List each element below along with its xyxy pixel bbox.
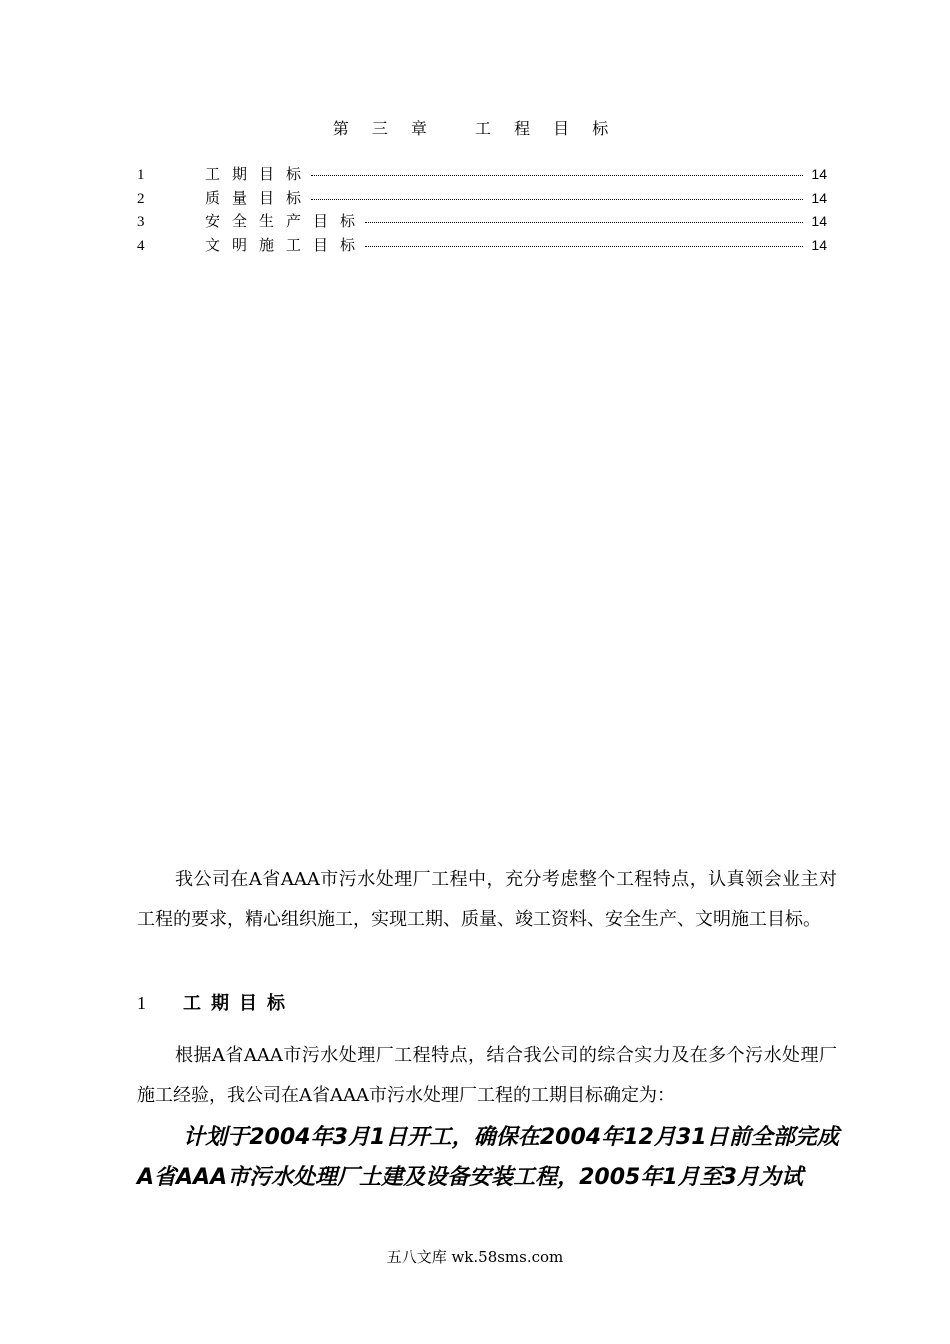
toc-entry-page: 14 [811,189,827,206]
chapter-title: 第 三 章 工 程 目 标 [332,119,618,138]
section-heading [137,989,295,1015]
section-number: 1 [137,993,146,1013]
toc-entry-label: 质量目标 [205,188,314,207]
toc-leader-dots [311,199,803,200]
toc-leader-dots [365,222,803,223]
toc-entry[interactable] [137,210,827,234]
intro-paragraph: 我公司在A省AAA市污水处理厂工程中，充分考虑整个工程特点，认真领会业主对工程的要求，精心组织施工，实现工期、质量、竣工资料、安全生产、文明施工目标。 [137,869,837,930]
toc-leader-dots [365,246,803,247]
toc-entry-number: 3 [137,214,145,230]
toc-entry-label: 安全生产目标 [205,212,368,230]
toc-entry-page: 14 [811,236,827,253]
toc-entry[interactable] [137,187,827,211]
toc-entry-number: 2 [137,190,145,207]
schedule-highlight: 计划于2004年3月1日开工，确保在2004年12月31日前全部完成A省AAA市污水处理厂土建及设备安装工程，2005年1月至3月为试 [137,1125,839,1190]
toc-entry[interactable] [137,234,827,258]
table-of-contents [137,163,827,257]
toc-entry-page: 14 [811,213,827,229]
toc-leader-dots [311,175,803,176]
toc-entry-label: 工期目标 [205,165,314,183]
toc-entry-page: 14 [811,166,827,182]
toc-entry-number: 1 [137,167,145,183]
schedule-paragraph: 根据A省AAA市污水处理厂工程特点，结合我公司的综合实力及在多个污水处理厂施工经验，我公司在A省AAA市污水处理厂工程的工期目标确定为： [137,1045,837,1106]
footer-watermark: 五八文库 wk.58sms.com [386,1248,564,1266]
toc-entry-number: 4 [137,237,145,254]
toc-entry-label: 文明施工目标 [205,235,368,254]
toc-entry[interactable] [137,163,827,187]
section-title: 工期目标 [183,993,295,1014]
